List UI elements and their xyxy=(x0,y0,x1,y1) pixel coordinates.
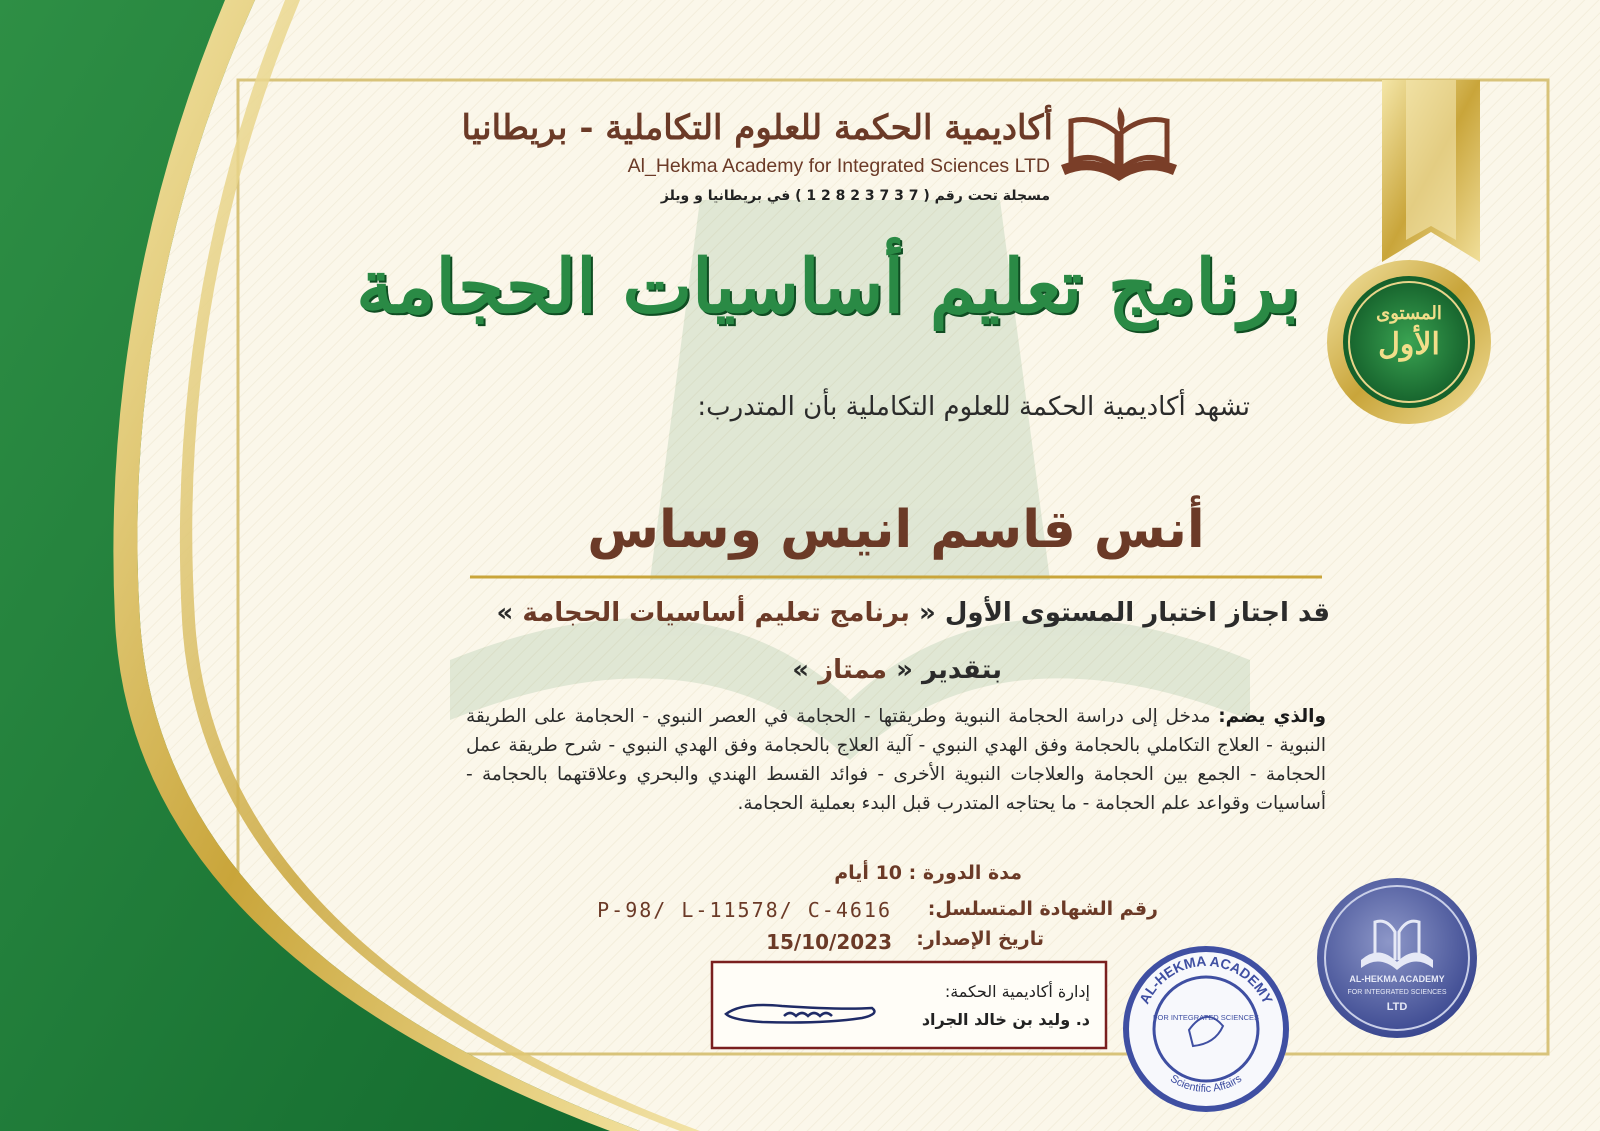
issue-date-label: تاريخ الإصدار: xyxy=(916,928,1044,950)
level-badge-line2: الأول xyxy=(1378,327,1440,362)
serial-number: P-98/ L-11578/ C-4616 xyxy=(597,898,892,922)
signature-title: إدارة أكاديمية الحكمة: xyxy=(944,982,1090,1001)
trainee-name: أنس قاسم انيس وساس xyxy=(587,500,1205,560)
academy-name-english: Al_Hekma Academy for Integrated Sciences LTD xyxy=(627,155,1050,177)
svg-text:Scientific Affairs xyxy=(1168,1072,1244,1095)
grade-prefix: بتقدير « xyxy=(896,655,1002,685)
stamp-scientific-bottom: Scientific Affairs xyxy=(1168,1072,1245,1095)
issue-date-value: 15/10/2023 xyxy=(766,930,892,954)
passed-program: برنامج تعليم أساسيات الحجامة xyxy=(522,598,910,628)
ltd-stamp xyxy=(1317,878,1477,1038)
grade-line xyxy=(600,655,1002,685)
course-contents xyxy=(466,702,1326,818)
stamp-book-icon xyxy=(1361,952,1433,970)
passed-prefix: قد اجتاز اختبار المستوى الأول « xyxy=(919,598,1330,628)
stamp-ltd-bottom: LTD xyxy=(1386,1001,1408,1013)
course-duration: مدة الدورة : 10 أيام xyxy=(834,862,1022,884)
program-title: برنامج تعليم أساسيات الحجامة xyxy=(356,244,1300,330)
handwritten-signature xyxy=(722,994,882,1034)
signature-name: د. وليد بن خالد الجراد xyxy=(921,1010,1090,1029)
svg-text:AL-HEKMA ACADEMY xyxy=(1136,953,1276,1007)
attest-line: تشهد أكاديمية الحكمة للعلوم التكاملية بأن المتدرب: xyxy=(697,392,1250,422)
passed-line xyxy=(380,598,1330,628)
passed-suffix: » xyxy=(496,598,514,628)
level-badge xyxy=(1349,302,1469,364)
academy-book-logo-icon xyxy=(1057,103,1181,183)
stamp-scientific-top: AL-HEKMA ACADEMY xyxy=(1135,952,1277,1007)
grade-suffix: » xyxy=(792,655,810,685)
academy-name-arabic: أكاديمية الحكمة للعلوم التكاملية - بريطانيا xyxy=(461,108,1053,148)
serial-label: رقم الشهادة المتسلسل: xyxy=(927,898,1158,920)
stamp-ltd-top: AL-HEKMA ACADEMY xyxy=(1349,974,1445,984)
level-badge-line1: المستوى xyxy=(1376,303,1442,324)
course-contents-text: مدخل إلى دراسة الحجامة النبوية وطريقتها - الحجامة في العصر النبوي - الحجامة على الطريقة النبوية - العلاج التكاملي بالحجامة وفق الهدي النبوي - آلية العلاج بالحجامة وفق الهدي النبوي - شرح طريقة عمل الحجامة - الجمع بين الحجامة والعلاجات النبوية الأخرى - فوائد القسط الهندي والبحري وعلاقتهما بالحجامة - أساسيات وقواعد علم الحجامة - ما يحتاجه المتدرب قبل البدء بعملية الحجامة. xyxy=(466,706,1326,814)
grade-value: ممتاز xyxy=(818,655,888,685)
stamp-scientific-middle: FOR INTEGRATED SCIENCES xyxy=(1152,1013,1260,1022)
registration-number: مسجلة تحت رقم ( 7 3 7 3 2 8 2 1 ) في بريطانيا و ويلز xyxy=(660,188,1050,204)
stamp-ltd-middle: FOR INTEGRATED SCIENCES xyxy=(1347,989,1447,996)
scientific-affairs-stamp xyxy=(1123,946,1289,1112)
course-contents-label: والذي يضم: xyxy=(1218,706,1326,727)
